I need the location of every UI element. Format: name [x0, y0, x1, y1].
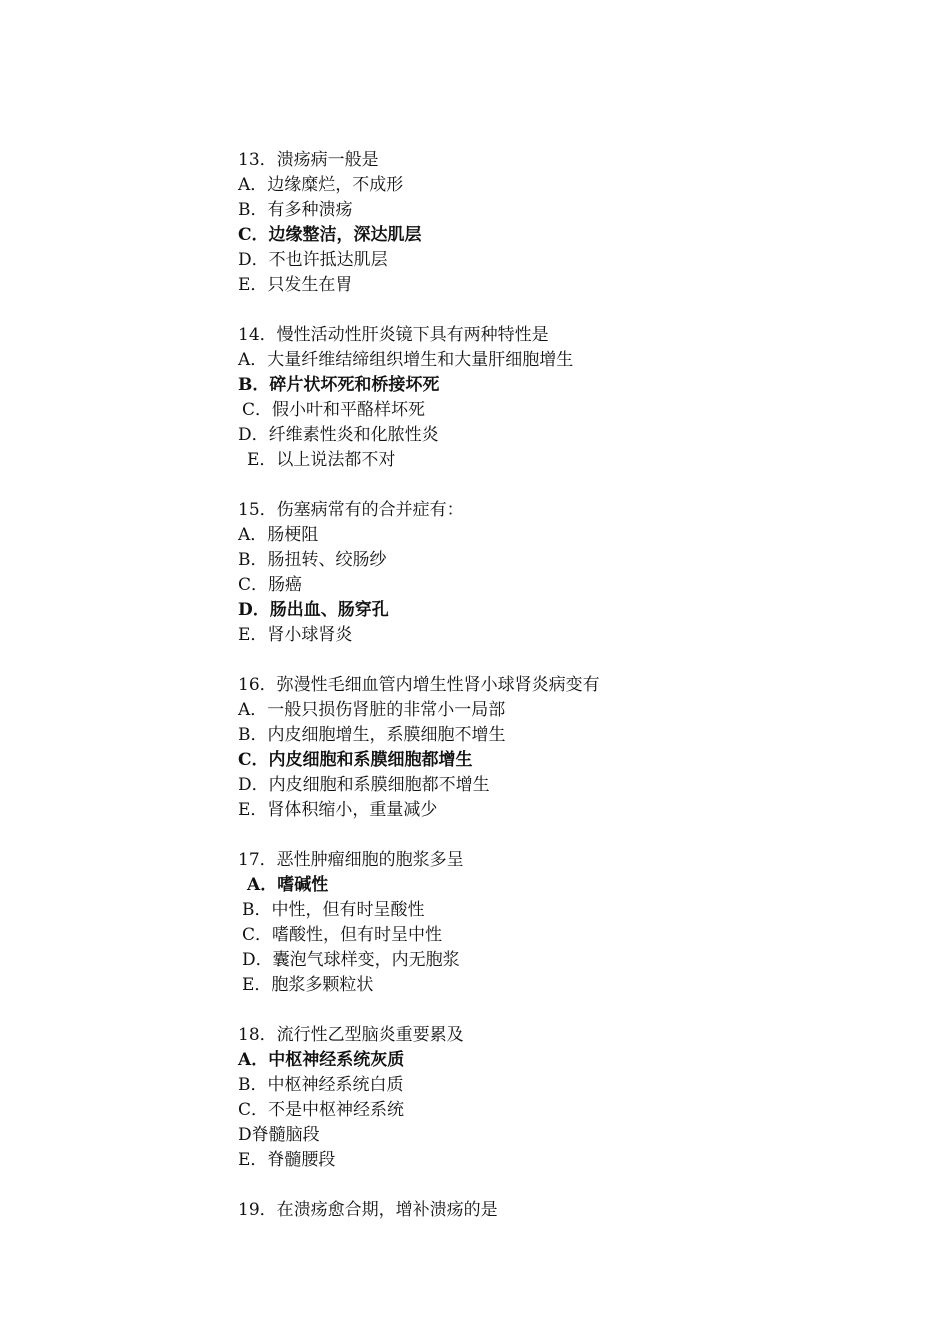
option-a: A．大量纤维结缔组织增生和大量肝细胞增生: [238, 350, 574, 370]
option-a: A．边缘糜烂，不成形: [238, 175, 404, 195]
question-17: [238, 848, 878, 998]
document-page: [238, 148, 878, 1248]
option-a-correct: A．嗜碱性: [247, 875, 329, 895]
option-b: B．有多种溃疡: [238, 200, 353, 220]
question-stem: 18．流行性乙型脑炎重要累及: [238, 1025, 464, 1045]
question-stem: 17．恶性肿瘤细胞的胞浆多呈: [238, 850, 464, 870]
option-b: B．中枢神经系统白质: [238, 1075, 404, 1095]
option-e: E．以上说法都不对: [247, 450, 396, 470]
option-c: C．不是中枢神经系统: [238, 1100, 405, 1120]
question-stem: 16．弥漫性毛细血管内增生性肾小球肾炎病变有: [238, 675, 600, 695]
option-a-correct: A．中枢神经系统灰质: [238, 1050, 405, 1070]
question-15: [238, 498, 878, 648]
option-c-correct: C．内皮细胞和系膜细胞都增生: [238, 750, 473, 770]
question-stem: 15．伤塞病常有的合并症有：: [238, 500, 464, 520]
option-c: C．嗜酸性，但有时呈中性: [242, 925, 443, 945]
question-stem: 13．溃疡病一般是: [238, 150, 379, 170]
question-14: [238, 323, 878, 473]
option-b: B．中性，但有时呈酸性: [242, 900, 425, 920]
option-a: A．一般只损伤肾脏的非常小一局部: [238, 700, 506, 720]
option-d: D．囊泡气球样变，内无胞浆: [242, 950, 460, 970]
option-b: B．内皮细胞增生，系膜细胞不增生: [238, 725, 506, 745]
option-e: E．肾体积缩小，重量减少: [238, 800, 438, 820]
question-18: [238, 1023, 878, 1173]
question-19: [238, 1198, 878, 1223]
question-stem: 19．在溃疡愈合期，增补溃疡的是: [238, 1200, 498, 1220]
option-d: D．不也许抵达肌层: [238, 250, 388, 270]
option-e: E．只发生在胃: [238, 275, 353, 295]
question-stem: 14．慢性活动性肝炎镜下具有两种特性是: [238, 325, 549, 345]
option-c-correct: C．边缘整洁，深达肌层: [238, 225, 422, 245]
option-c: C．假小叶和平酪样坏死: [242, 400, 426, 420]
option-e: E．脊髓腰段: [238, 1150, 336, 1170]
option-b-correct: B．碎片状坏死和桥接坏死: [238, 375, 440, 395]
option-b: B．肠扭转、绞肠纱: [238, 550, 387, 570]
option-d: D脊髓脑段: [238, 1125, 320, 1145]
option-d: D．纤维素性炎和化脓性炎: [238, 425, 439, 445]
question-13: [238, 148, 878, 298]
option-c: C．肠癌: [238, 575, 303, 595]
option-a: A．肠梗阻: [238, 525, 319, 545]
option-e: E．肾小球肾炎: [238, 625, 353, 645]
option-e: E．胞浆多颗粒状: [242, 975, 374, 995]
option-d: D．内皮细胞和系膜细胞都不增生: [238, 775, 490, 795]
question-16: [238, 673, 878, 823]
option-d-correct: D．肠出血、肠穿孔: [238, 600, 389, 620]
